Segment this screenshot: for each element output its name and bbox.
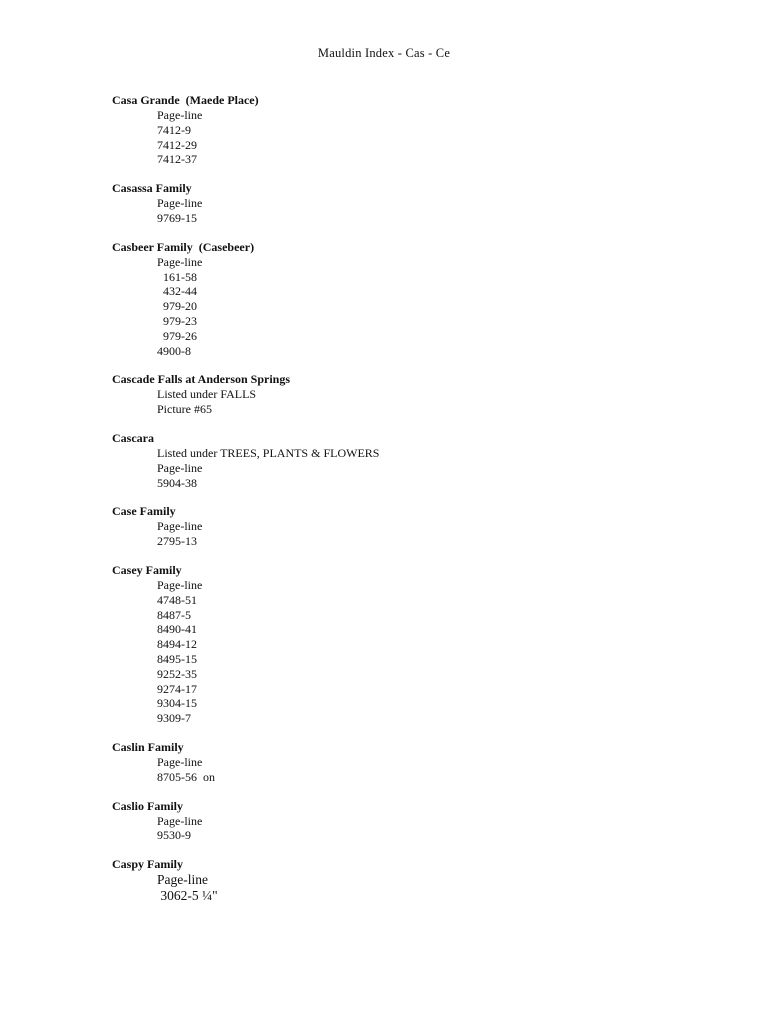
index-entry-cascara <box>112 431 712 490</box>
entry-line: 9304-15 <box>157 696 197 711</box>
entry-line: 7412-37 <box>157 152 197 167</box>
index-entry-casa-grande <box>112 93 712 167</box>
entry-line: Page-line <box>157 196 203 211</box>
entry-line: 8495-15 <box>157 651 197 666</box>
entry-line: Page-line <box>157 108 203 122</box>
entry-line: 3062-5 ¼" <box>157 887 218 903</box>
entry-title: Casassa Family <box>112 181 192 196</box>
index-entry-cascade-falls <box>112 372 712 417</box>
entry-line: 8494-12 <box>157 637 197 652</box>
entry-line: 8490-41 <box>157 622 197 637</box>
entry-line: Page-line <box>157 872 208 888</box>
entry-title: Casey Family <box>112 562 182 577</box>
index-entry-caslio-family <box>112 799 712 844</box>
entry-line: 4900-8 <box>157 343 191 358</box>
entry-title: Casbeer Family (Casebeer) <box>112 239 255 254</box>
entry-line: 9309-7 <box>157 711 191 726</box>
entry-title: Cascara <box>112 430 154 445</box>
entry-line: 8487-5 <box>157 607 191 622</box>
entry-line: Picture #65 <box>157 402 212 417</box>
entry-title: Caslio Family <box>112 798 183 813</box>
entry-title: Caspy Family <box>112 857 184 872</box>
index-entry-casassa-family <box>112 181 712 226</box>
entry-line: Listed under TREES, PLANTS & FLOWERS <box>157 445 380 460</box>
entry-line: Listed under FALLS <box>157 387 257 402</box>
entry-line: Page-line <box>157 754 203 769</box>
entry-line: 979-20 <box>157 299 197 314</box>
entry-line: 9274-17 <box>157 681 197 696</box>
entry-line: 161-58 <box>157 269 197 284</box>
entry-line: 979-23 <box>157 313 197 328</box>
page-title: Mauldin Index - Cas - Ce <box>317 46 451 60</box>
entry-line: Page-line <box>157 577 203 592</box>
index-entry-casey-family <box>112 563 712 726</box>
entry-title: Case Family <box>112 504 176 519</box>
entry-line: 5904-38 <box>157 475 197 490</box>
entry-line: 432-44 <box>157 284 197 299</box>
entry-line: 979-26 <box>157 328 197 343</box>
entry-line: 7412-29 <box>157 137 197 152</box>
entry-line: 2795-13 <box>157 534 197 549</box>
entry-line: 4748-51 <box>157 592 197 607</box>
entry-line: 8705-56 on <box>157 769 215 784</box>
index-entry-casbeer-family <box>112 240 712 359</box>
index-entries <box>112 93 712 917</box>
entry-line: 7412-9 <box>157 122 191 137</box>
entry-title: Casa Grande (Maede Place) <box>112 93 259 107</box>
entry-title: Cascade Falls at Anderson Springs <box>112 372 291 387</box>
entry-line: Page-line <box>157 813 203 828</box>
entry-line: 9252-35 <box>157 666 197 681</box>
entry-title: Caslin Family <box>112 739 184 754</box>
entry-line: Page-line <box>157 519 203 534</box>
entry-line: 9769-15 <box>157 210 197 225</box>
index-entry-caspy-family <box>112 857 712 903</box>
entry-line: 9530-9 <box>157 828 191 843</box>
entry-line: Page-line <box>157 254 203 269</box>
entry-line: Page-line <box>157 460 203 475</box>
index-entry-caslin-family <box>112 740 712 785</box>
index-entry-case-family <box>112 504 712 549</box>
